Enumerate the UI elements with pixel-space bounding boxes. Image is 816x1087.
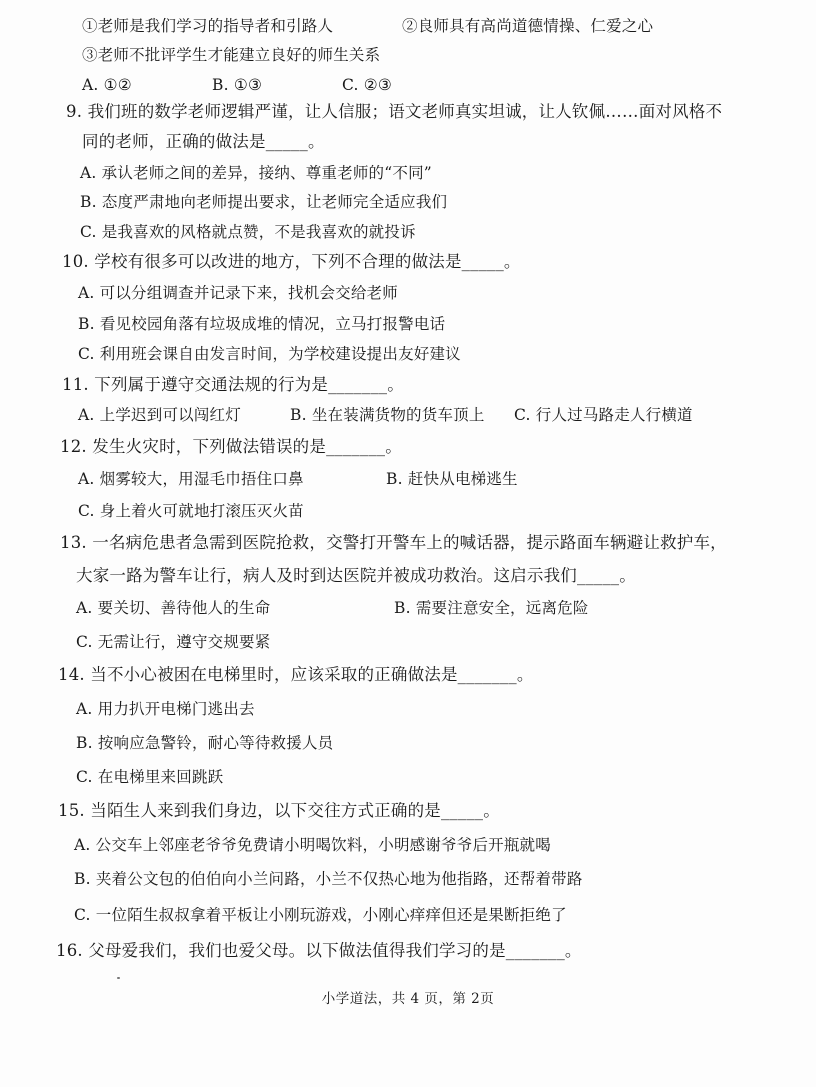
- q10-stem: 10. 学校有很多可以改进的地方，下列不合理的做法是_____。: [62, 252, 521, 271]
- q15-option-b: B. 夹着公文包的伯伯向小兰问路，小兰不仅热心地为他指路，还帮着带路: [74, 870, 583, 888]
- q9-option-c: C. 是我喜欢的风格就点赞，不是我喜欢的就投诉: [80, 223, 416, 241]
- page-footer: 小学道法，共 4 页，第 2页: [321, 991, 495, 1007]
- q9-stem-line1: 9. 我们班的数学老师逻辑严谨，让人信服；语文老师真实坦诚，让人钦佩……面对风格不: [66, 102, 723, 121]
- q12-stem: 12. 发生火灾时，下列做法错误的是_______。: [60, 437, 402, 456]
- q13-stem-line1: 13. 一名病危患者急需到医院抢救，交警打开警车上的喊话器，提示路面车辆避让救护车，: [60, 533, 727, 552]
- q14-stem: 14. 当不小心被困在电梯里时，应该采取的正确做法是_______。: [58, 665, 534, 684]
- q12-option-b: B. 赶快从电梯逃生: [386, 470, 518, 488]
- q8-option-b: B. ①③: [212, 76, 263, 94]
- q8-statement-1: ①老师是我们学习的指导者和引路人: [82, 17, 334, 35]
- q13-option-a: A. 要关切、善待他人的生命: [76, 599, 271, 617]
- q8-option-a: A. ①②: [82, 76, 132, 94]
- q13-stem-line2: 大家一路为警车让行，病人及时到达医院并被成功救治。这启示我们_____。: [76, 566, 636, 585]
- q10-option-b: B. 看见校园角落有垃圾成堆的情况，立马打报警电话: [78, 315, 446, 333]
- q13-option-c: C. 无需让行，遵守交规要紧: [76, 633, 271, 651]
- q8-statement-3: ③老师不批评学生才能建立良好的师生关系: [82, 46, 381, 64]
- q9-option-a: A. 承认老师之间的差异，接纳、尊重老师的“不同”: [80, 164, 432, 182]
- q12-option-c: C. 身上着火可就地打滚压灭火苗: [78, 502, 304, 520]
- q14-option-a: A. 用力扒开电梯门逃出去: [76, 700, 255, 718]
- q10-option-a: A. 可以分组调查并记录下来，找机会交给老师: [78, 284, 398, 302]
- q16-stem: 16. 父母爱我们，我们也爱父母。以下做法值得我们学习的是_______。: [56, 941, 582, 960]
- scan-speck: [117, 977, 120, 979]
- q11-option-a: A. 上学迟到可以闯红灯: [78, 406, 241, 424]
- q13-option-b: B. 需要注意安全，远离危险: [394, 599, 589, 617]
- q10-option-c: C. 利用班会课自由发言时间，为学校建设提出友好建议: [78, 345, 461, 363]
- q8-option-c: C. ②③: [342, 76, 392, 94]
- q12-option-a: A. 烟雾较大，用湿毛巾捂住口鼻: [78, 470, 304, 488]
- q15-option-a: A. 公交车上邻座老爷爷免费请小明喝饮料，小明感谢爷爷后开瓶就喝: [74, 836, 551, 854]
- q15-option-c: C. 一位陌生叔叔拿着平板让小刚玩游戏，小刚心痒痒但还是果断拒绝了: [74, 906, 567, 924]
- q9-option-b: B. 态度严肃地向老师提出要求，让老师完全适应我们: [80, 193, 448, 211]
- q14-option-c: C. 在电梯里来回跳跃: [76, 768, 224, 786]
- q11-option-b: B. 坐在装满货物的货车顶上: [290, 406, 485, 424]
- q9-stem-line2: 同的老师，正确的做法是_____。: [82, 132, 325, 151]
- q15-stem: 15. 当陌生人来到我们身边，以下交往方式正确的是_____。: [58, 801, 500, 820]
- q11-option-c: C. 行人过马路走人行横道: [514, 406, 693, 424]
- q11-stem: 11. 下列属于遵守交通法规的行为是_______。: [62, 375, 404, 394]
- q14-option-b: B. 按响应急警铃，耐心等待救援人员: [76, 734, 334, 752]
- q8-statement-2: ②良师具有高尚道德情操、仁爱之心: [402, 17, 654, 35]
